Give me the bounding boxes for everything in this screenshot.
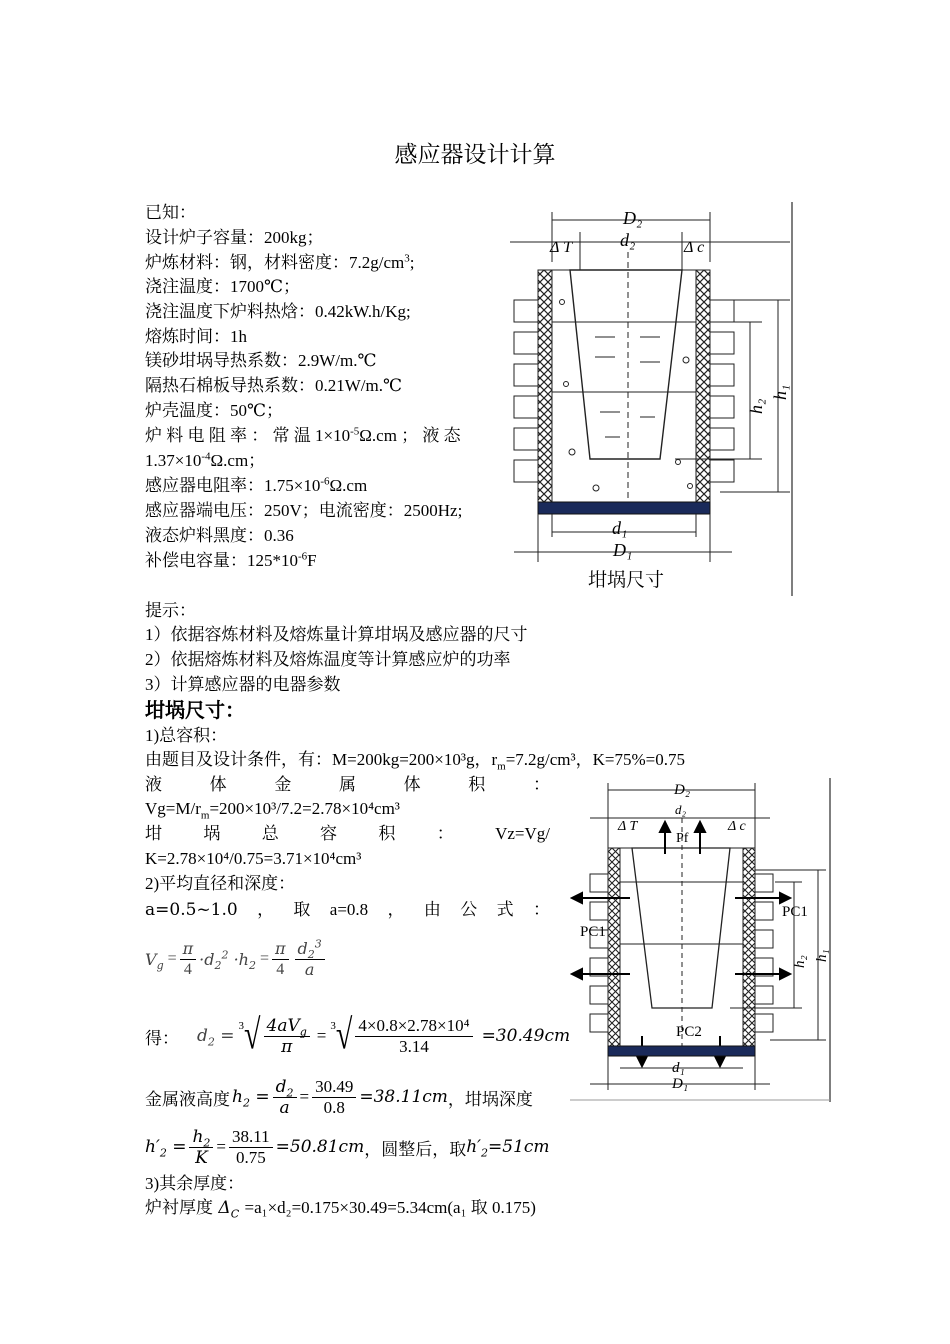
known-resistivity-liquid: $1.37\times 10^{-4}\Omega.cm$； — [145, 450, 266, 470]
label-D2: D₂ — [674, 782, 691, 798]
crucible-heat-loss-figure — [570, 778, 832, 1102]
avg-label: 2)平均直径和深度： — [145, 874, 296, 893]
label-h1: h₁ — [814, 949, 830, 962]
known-label: 已知： — [145, 203, 196, 222]
liquid-volume-line: 液 体 金 属 体 积 ： — [145, 775, 550, 794]
h2p-formula: $h'_2$ = $\frac{h_2}{K}$ = $\frac{38.11}{0.75}$ =50.81cm ，圆整后，取 $h'_2$ =51cm — [145, 1126, 550, 1168]
label-h2: h₂ — [746, 398, 766, 414]
hint-item: 1）依据容炼材料及熔炼量计算坩埚及感应器的尺寸 — [145, 625, 528, 644]
known-asbestos-k: 隔热石棉板导热系数：0.21W/m.℃ — [145, 376, 403, 395]
other-thickness-label: 3)其余厚度： — [145, 1174, 245, 1193]
label-delta-t: Δ T — [618, 819, 638, 834]
known-capacity: 设计炉子容量：200kg； — [145, 228, 324, 247]
vg-line: $Vg=M/r_m=200\times 10^3/7.2=2.78\times 10^4cm^3$ — [145, 799, 400, 822]
vz-line: K=2.78×10⁴/0.75=3.71×10⁴cm³ — [145, 849, 362, 868]
known-resistivity: 炉 料 电 阻 率 ： 常 温 $1\times 10^{-5}\Omega.cm$ ； 液 态 — [145, 425, 461, 445]
hint-item: 2）依据熔炼材料及熔炼温度等计算感应炉的功率 — [145, 650, 511, 669]
figure-caption: 坩埚尺寸 — [588, 570, 665, 591]
label-pc2: PC2 — [676, 1024, 702, 1040]
given-line: 由题目及设计条件，有：M=200kg=200×10³g，$r_m=7.2g$/cm³，K=75%=0.75 — [145, 750, 685, 773]
hints-label: 提示： — [145, 601, 196, 620]
known-blackness: 液态炉料黑度：0.36 — [145, 526, 294, 545]
known-melt-time: 熔炼时间：1h — [145, 327, 247, 346]
label-delta-c: Δ c — [684, 239, 705, 256]
label-D1: D₁ — [613, 540, 633, 560]
label-D1: D₁ — [672, 1076, 689, 1092]
label-d2: d₂ — [620, 230, 636, 250]
total-volume-line: 坩 埚 总 容 积 ： Vz=Vg/ — [145, 824, 550, 843]
known-coil-resistivity: 感应器电阻率：$1.75\times 10^{-6}\Omega.cm$ — [145, 475, 368, 495]
known-material: 炉炼材料：钢，材料密度：$7.2g/cm^3$; — [145, 252, 415, 272]
label-pc1-left: PC1 — [580, 924, 606, 940]
crucible-heading: 坩埚尺寸： — [145, 698, 245, 722]
label-delta-t: Δ T — [550, 239, 572, 256]
known-shell-temp: 炉壳温度：50℃； — [145, 401, 284, 420]
label-d1: d₁ — [612, 518, 628, 538]
label-pc1-right: PC1 — [782, 904, 808, 920]
lining-line: 炉衬厚度 $\Delta_C =a_1\times d_2=0.175\times 30.49=5.34cm(a_1$ 取 0.175) — [145, 1198, 536, 1221]
label-delta-c: Δ c — [728, 819, 746, 834]
volume-formula: $V_g$ = $\frac{\pi}{4}$ $\cdot d_2^2 \cdot h_2$ = $\frac{\pi}{4}$ $\frac{d_2^3}{a}$ — [145, 932, 328, 986]
known-mgo-k: 镁砂坩埚导热系数：2.9W/m.℃ — [145, 351, 377, 370]
d2-formula: 得： $d_2$ = 3 √ $\frac{4aV_g}{\pi}$ = 3 √ $\frac{\text{4×0.8×2.78×10⁴}}{3.14}$ =30.49cm — [145, 1012, 571, 1059]
known-voltage: 感应器端电压：250V；电流密度：2500Hz; — [145, 501, 463, 520]
page-title: 感应器设计计算 — [394, 142, 556, 167]
label-h2: h₂ — [792, 955, 808, 968]
a-line: a=0.5~1.0 ， 取 a=0.8 ， 由 公 式 ： — [145, 900, 550, 920]
label-d2: d₂ — [675, 802, 687, 817]
known-pour-temp: 浇注温度：1700℃； — [145, 277, 301, 296]
label-h1: h₁ — [770, 384, 790, 400]
known-enthalpy: 浇注温度下炉料热焓：0.42kW.h/Kg; — [145, 302, 411, 321]
label-pf: Pf — [676, 831, 689, 846]
hint-item: 3）计算感应器的电器参数 — [145, 675, 341, 694]
total-volume-label: 1)总容积： — [145, 726, 228, 745]
h2-formula: 金属液高度 $h_2$ = $\frac{d_2}{a}$ = $\frac{30.49}{0.8}$ =38.11cm ，坩埚深度 — [145, 1076, 533, 1118]
label-D2: D₂ — [623, 208, 643, 228]
label-d1: d₁ — [672, 1060, 685, 1076]
crucible-dimension-figure — [500, 202, 794, 596]
known-capacitance: 补偿电容量：$125*10^{-6}F$ — [145, 550, 317, 570]
